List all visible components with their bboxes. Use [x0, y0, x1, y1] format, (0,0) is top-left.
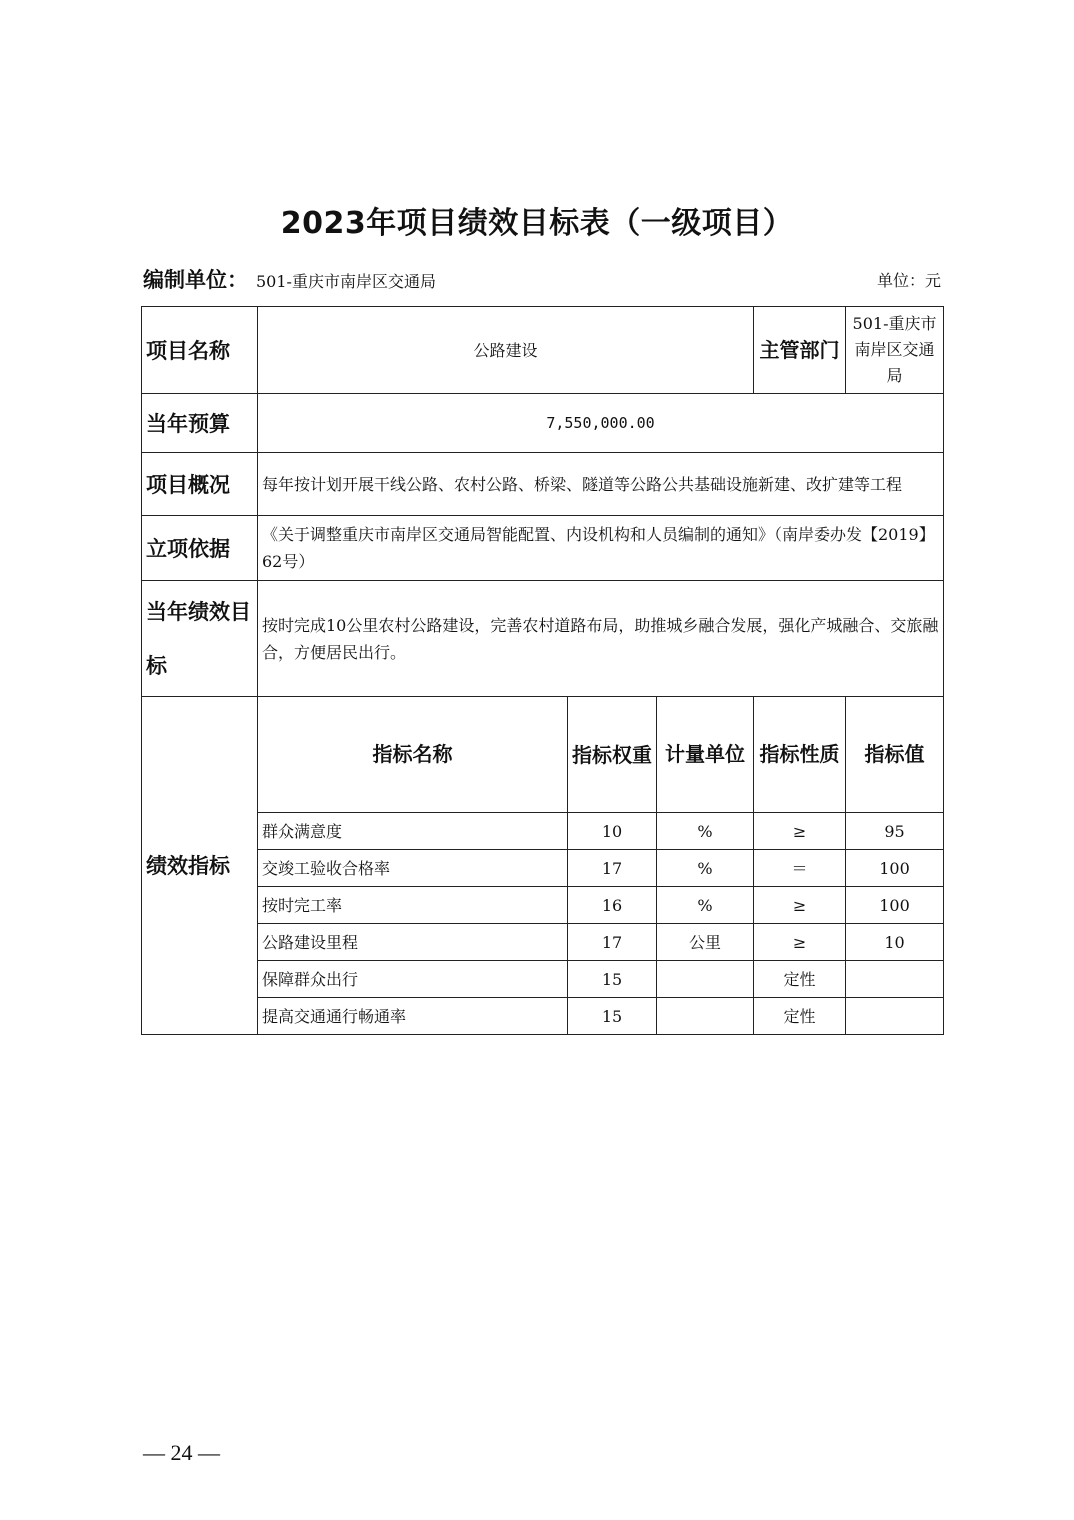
header-value: 指标值 — [846, 697, 944, 813]
indicator-name: 按时完工率 — [258, 887, 568, 924]
table-row — [142, 998, 944, 1035]
table-row — [142, 850, 944, 887]
budget-label: 当年预算 — [142, 394, 258, 453]
indicator-unit: 公里 — [657, 924, 754, 961]
indicator-weight: 17 — [568, 924, 657, 961]
performance-table — [141, 306, 944, 1035]
indicator-unit: % — [657, 887, 754, 924]
project-name: 公路建设 — [258, 307, 754, 394]
indicator-name: 公路建设里程 — [258, 924, 568, 961]
indicator-weight: 15 — [568, 961, 657, 998]
indicator-value: 100 — [846, 850, 944, 887]
header-nature: 指标性质 — [754, 697, 846, 813]
indicator-nature: 定性 — [754, 998, 846, 1035]
table-row — [142, 813, 944, 850]
table-row — [142, 961, 944, 998]
indicator-unit — [657, 998, 754, 1035]
page-title: 2023年项目绩效目标表（一级项目） — [280, 206, 794, 241]
project-name-label: 项目名称 — [142, 307, 258, 394]
unit-label: 编制单位： — [143, 267, 248, 292]
goal-label: 当年绩效目标 — [142, 581, 258, 697]
indicator-unit: % — [657, 850, 754, 887]
overview-label: 项目概况 — [142, 453, 258, 516]
indicator-value: 10 — [846, 924, 944, 961]
indicator-name: 群众满意度 — [258, 813, 568, 850]
indicator-value: 100 — [846, 887, 944, 924]
indicator-name: 提高交通通行畅通率 — [258, 998, 568, 1035]
dept-label: 主管部门 — [754, 307, 846, 394]
unit-name: 501-重庆市南岸区交通局 — [256, 272, 436, 291]
indicator-value — [846, 961, 944, 998]
basis-label: 立项依据 — [142, 516, 258, 581]
indicator-nature: ≥ — [754, 924, 846, 961]
indicator-nature: ≥ — [754, 887, 846, 924]
budget-value: 7,550,000.00 — [258, 394, 944, 453]
currency-unit: 单位：元 — [876, 271, 941, 290]
indicator-name: 交竣工验收合格率 — [258, 850, 568, 887]
indicators-label: 绩效指标 — [142, 697, 258, 1035]
indicator-weight: 16 — [568, 887, 657, 924]
meta-line — [143, 264, 943, 294]
table-row — [142, 887, 944, 924]
table-row — [142, 924, 944, 961]
indicator-nature: ≥ — [754, 813, 846, 850]
indicator-name: 保障群众出行 — [258, 961, 568, 998]
indicator-value: 95 — [846, 813, 944, 850]
indicator-unit: % — [657, 813, 754, 850]
overview-value: 每年按计划开展干线公路、农村公路、桥梁、隧道等公路公共基础设施新建、改扩建等工程 — [258, 453, 944, 516]
indicator-unit — [657, 961, 754, 998]
indicator-value — [846, 998, 944, 1035]
header-unit: 计量单位 — [657, 697, 754, 813]
indicator-nature: ＝ — [754, 850, 846, 887]
indicator-nature: 定性 — [754, 961, 846, 998]
header-weight: 指标权重 — [568, 697, 657, 813]
dept-value: 501-重庆市南岸区交通局 — [846, 307, 944, 394]
page-number: — 24 — — [143, 1440, 220, 1465]
indicator-weight: 15 — [568, 998, 657, 1035]
goal-value: 按时完成10公里农村公路建设，完善农村道路布局，助推城乡融合发展，强化产城融合、交旅融合，方便居民出行。 — [258, 581, 944, 697]
indicator-weight: 10 — [568, 813, 657, 850]
indicator-weight: 17 — [568, 850, 657, 887]
basis-value: 《关于调整重庆市南岸区交通局智能配置、内设机构和人员编制的通知》（南岸委办发【2019】62号） — [258, 516, 944, 581]
header-name: 指标名称 — [258, 697, 568, 813]
